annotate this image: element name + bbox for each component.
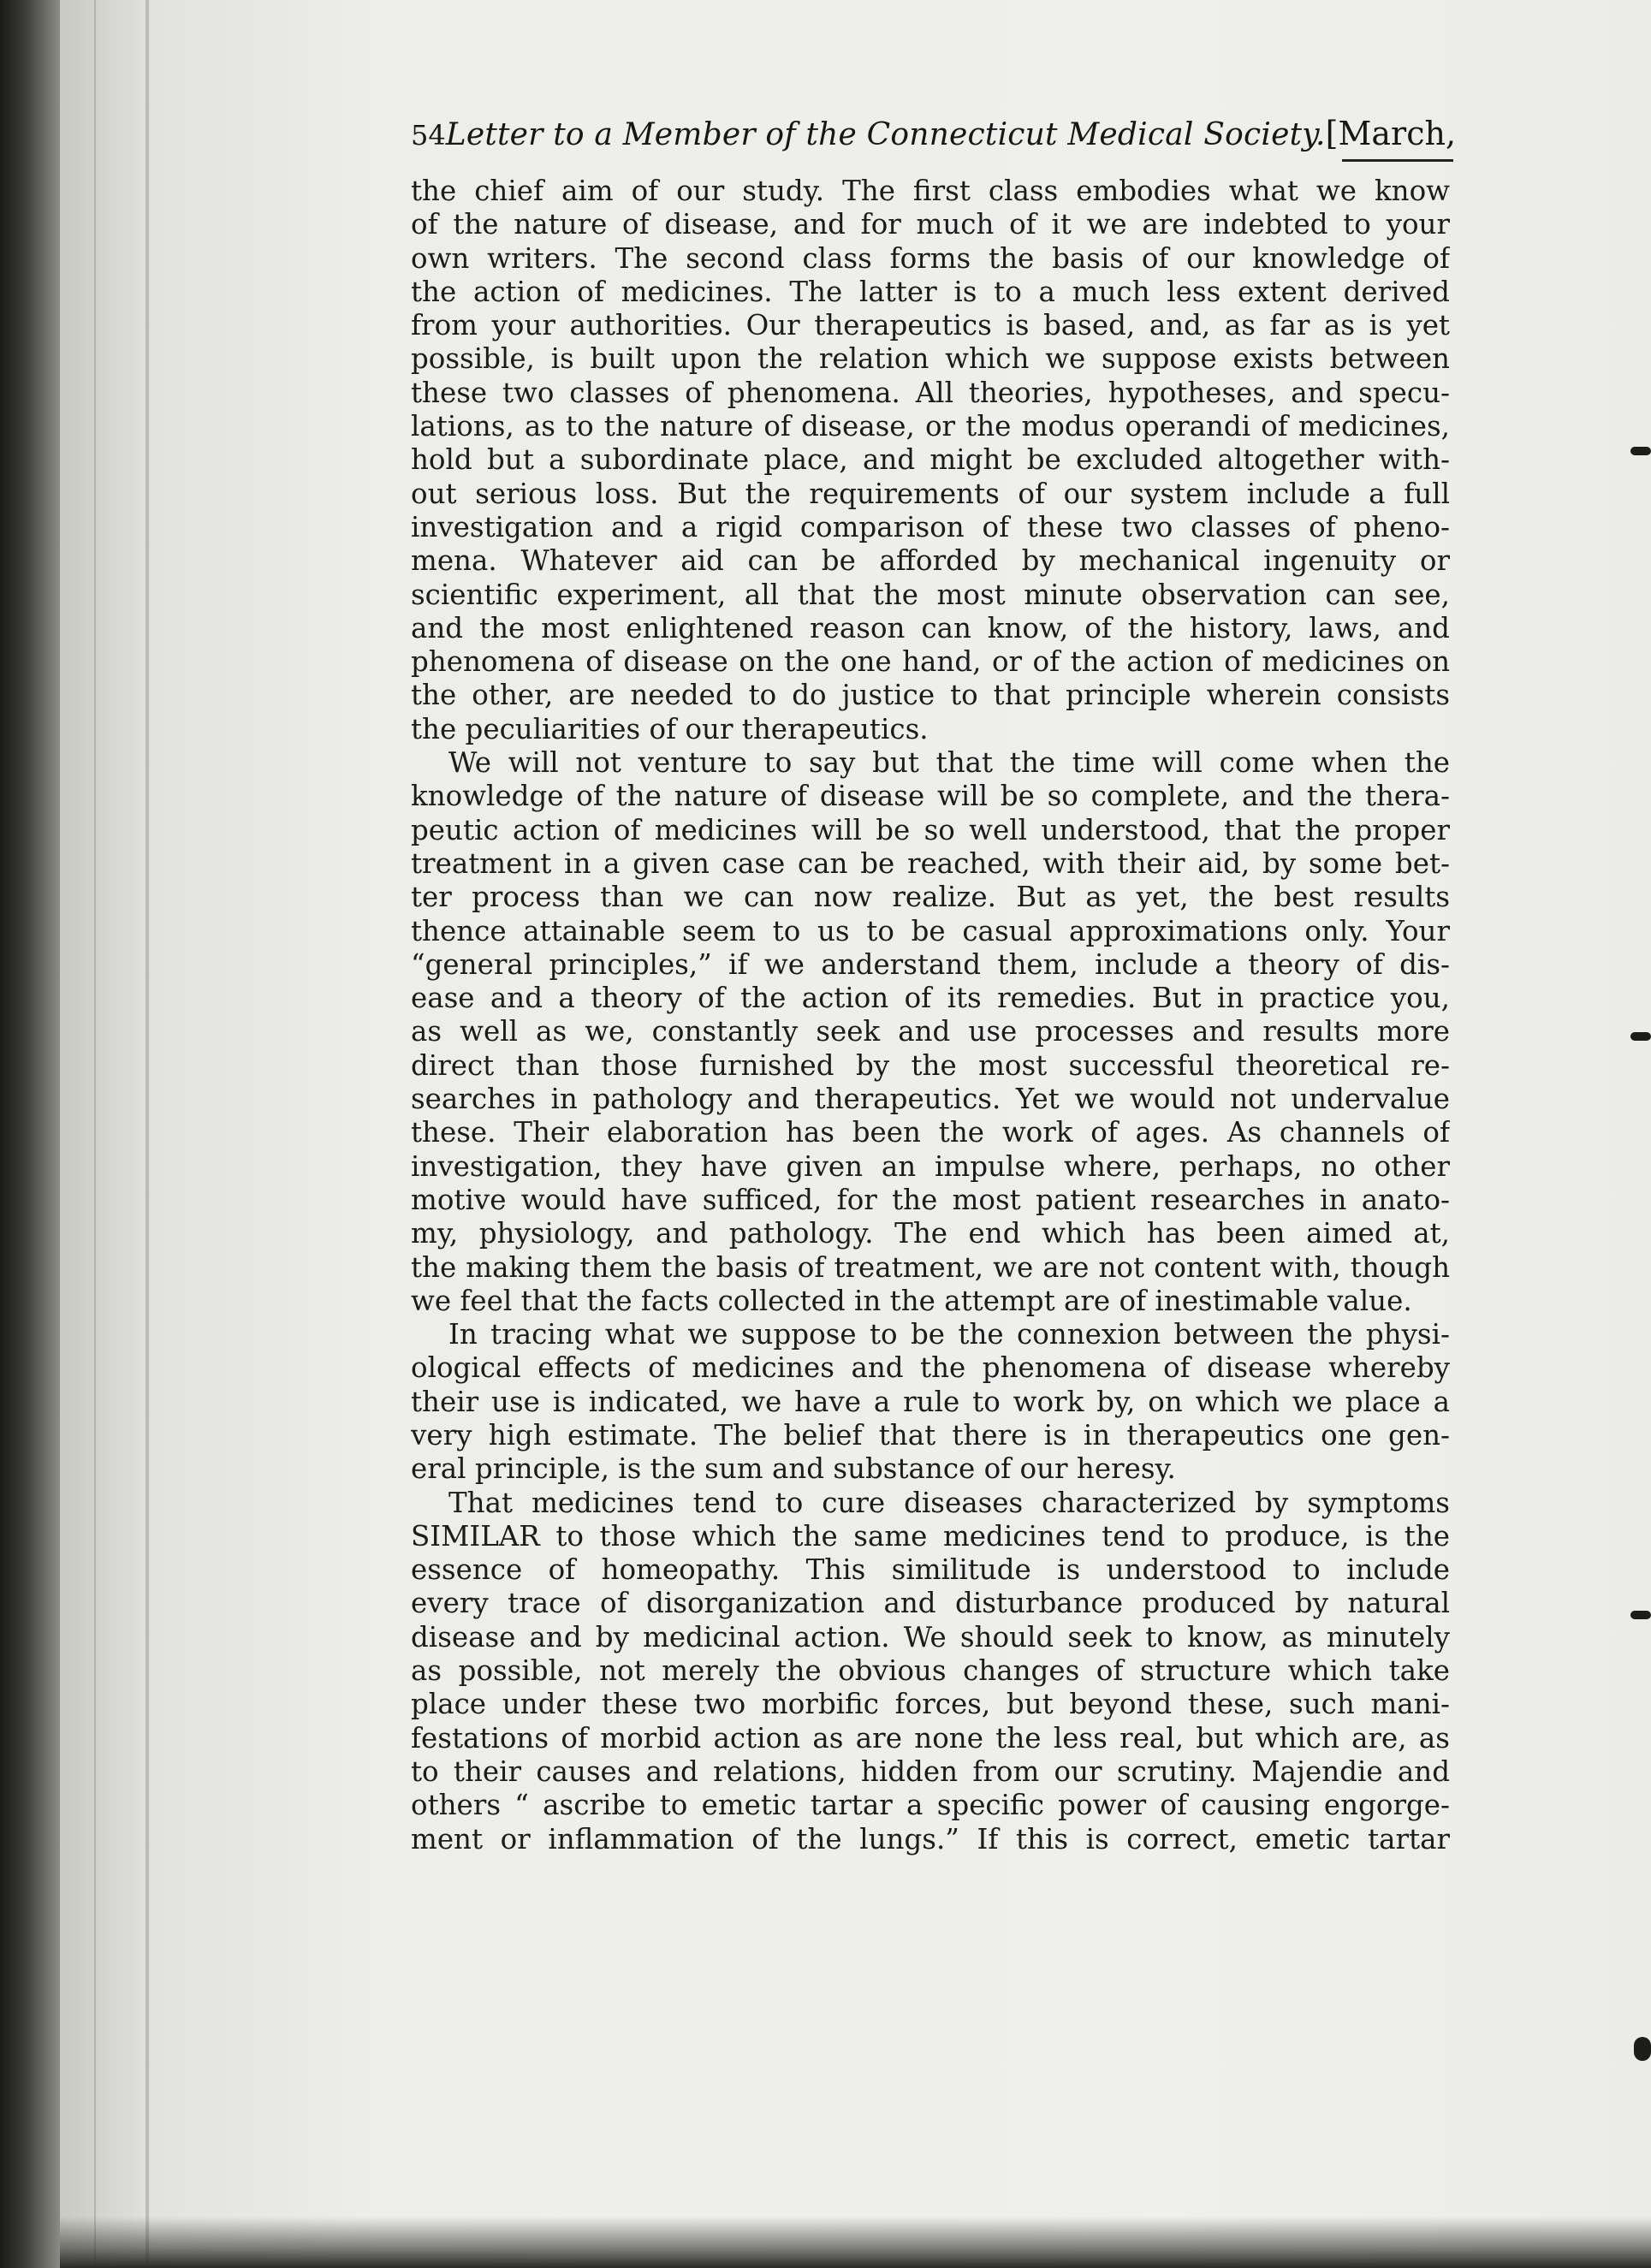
text-line: others “ ascribe to emetic tartar a specific power of causing engorge- bbox=[411, 1789, 1450, 1822]
text-line: very high estimate. The belief that there is in therapeutics one gen- bbox=[411, 1418, 1450, 1452]
running-head bbox=[411, 115, 1457, 152]
text-line: knowledge of the nature of disease will be so complete, and the thera- bbox=[411, 780, 1450, 813]
text-line: ter process than we can now realize. But as yet, the best results bbox=[411, 881, 1450, 914]
body-text bbox=[411, 175, 1450, 1856]
text-line: lations, as to the nature of disease, or the modus operandi of medicines, bbox=[411, 410, 1450, 443]
page-bottom-shadow bbox=[60, 2217, 1651, 2268]
scan-dark-edge bbox=[0, 0, 60, 2268]
text-line: these two classes of phenomena. All theories, hypotheses, and specu- bbox=[411, 376, 1450, 409]
text-line: In tracing what we suppose to be the connexion between the physi- bbox=[448, 1318, 1450, 1351]
running-head-month: [March, bbox=[1325, 115, 1457, 152]
text-line: eral principle, is the sum and substance of our heresy. bbox=[411, 1452, 1176, 1486]
text-line: out serious loss. But the requirements of our system include a full bbox=[411, 477, 1450, 510]
text-line: scientific experiment, all that the most minute observation can see, bbox=[411, 578, 1450, 611]
text-line: these. Their elaboration has been the work of ages. As channels of bbox=[411, 1116, 1450, 1149]
text-line: every trace of disorganization and disturbance produced by natural bbox=[411, 1587, 1450, 1620]
text-line: We will not venture to say but that the time will come when the bbox=[448, 746, 1450, 780]
text-line: phenomena of disease on the one hand, or of the action of medicines on bbox=[411, 645, 1450, 679]
text-line: we feel that the facts collected in the attempt are of inestimable value. bbox=[411, 1284, 1412, 1317]
text-line: their use is indicated, we have a rule to work by, on which we place a bbox=[411, 1385, 1450, 1418]
page-edge-line bbox=[94, 0, 96, 2268]
page-number: 54 bbox=[411, 119, 446, 151]
text-line: the making them the basis of treatment, we are not content with, though bbox=[411, 1250, 1450, 1284]
text-line: hold but a subordinate place, and might be excluded altogether with- bbox=[411, 443, 1450, 477]
text-line: essence of homeopathy. This similitude is understood to include bbox=[411, 1553, 1450, 1587]
text-line: the peculiarities of our therapeutics. bbox=[411, 712, 929, 745]
text-line: ment or inflammation of the lungs.” If this is correct, emetic tartar bbox=[411, 1822, 1450, 1855]
text-line: ease and a theory of the action of its remedies. But in practice you, bbox=[411, 982, 1450, 1015]
text-line: my, physiology, and pathology. The end which has been aimed at, bbox=[411, 1217, 1450, 1250]
text-line: That medicines tend to cure diseases characterized by symptoms bbox=[448, 1486, 1450, 1519]
text-line: SIMILAR to those which the same medicines tend to produce, is the bbox=[411, 1519, 1450, 1553]
text-line: investigation and a rigid comparison of these two classes of pheno- bbox=[411, 510, 1450, 543]
binding-marks bbox=[1625, 0, 1651, 2268]
text-line: direct than those furnished by the most successful theoretical re- bbox=[411, 1048, 1450, 1082]
text-line: peutic action of medicines will be so well understood, that the proper bbox=[411, 813, 1450, 846]
text-line: the action of medicines. The latter is to a much less extent derived bbox=[411, 275, 1450, 308]
text-line: own writers. The second class forms the basis of our knowledge of bbox=[411, 241, 1450, 275]
text-line: and the most enlightened reason can know, of the history, laws, and bbox=[411, 611, 1450, 644]
text-line: ological effects of medicines and the phenomena of disease whereby bbox=[411, 1351, 1450, 1385]
text-line: “general principles,” if we anderstand them, include a theory of dis- bbox=[411, 947, 1450, 981]
binding-mark bbox=[1634, 2037, 1651, 2061]
text-line: place under these two morbific forces, but beyond these, such mani- bbox=[411, 1688, 1450, 1721]
running-head-title: Letter to a Member of the Connecticut Medical Society. bbox=[445, 117, 1326, 152]
text-line: to their causes and relations, hidden from our scrutiny. Majendie and bbox=[411, 1754, 1450, 1788]
page-fold-line bbox=[146, 0, 149, 2268]
text-line: from your authorities. Our therapeutics is based, and, as far as is yet bbox=[411, 309, 1450, 342]
text-line: possible, is built upon the relation which we suppose exists between bbox=[411, 342, 1450, 376]
binding-mark bbox=[1630, 1032, 1651, 1041]
text-line: of the nature of disease, and for much of it we are indebted to your bbox=[411, 208, 1450, 241]
text-line: as possible, not merely the obvious changes of structure which take bbox=[411, 1654, 1450, 1688]
text-line: the other, are needed to do justice to that principle wherein consists bbox=[411, 679, 1450, 712]
text-line: disease and by medicinal action. We should seek to know, as minutely bbox=[411, 1620, 1450, 1654]
text-line: as well as we, constantly seek and use processes and results more bbox=[411, 1015, 1450, 1048]
text-line: the chief aim of our study. The first class embodies what we know bbox=[411, 175, 1450, 207]
text-line: treatment in a given case can be reached, with their aid, by some bet- bbox=[411, 846, 1450, 880]
text-line: thence attainable seem to us to be casual approximations only. Your bbox=[411, 914, 1450, 947]
text-line: motive would have sufficed, for the most patient researches in anato- bbox=[411, 1183, 1450, 1216]
binding-mark bbox=[1630, 1611, 1651, 1619]
text-line: festations of morbid action as are none the less real, but which are, as bbox=[411, 1721, 1450, 1754]
header-rule bbox=[1342, 159, 1453, 162]
text-line: searches in pathology and therapeutics. Yet we would not undervalue bbox=[411, 1083, 1450, 1116]
binding-mark bbox=[1630, 447, 1651, 455]
text-line: mena. Whatever aid can be afforded by mechanical ingenuity or bbox=[411, 544, 1450, 578]
text-line: investigation, they have given an impulse where, perhaps, no other bbox=[411, 1149, 1450, 1183]
